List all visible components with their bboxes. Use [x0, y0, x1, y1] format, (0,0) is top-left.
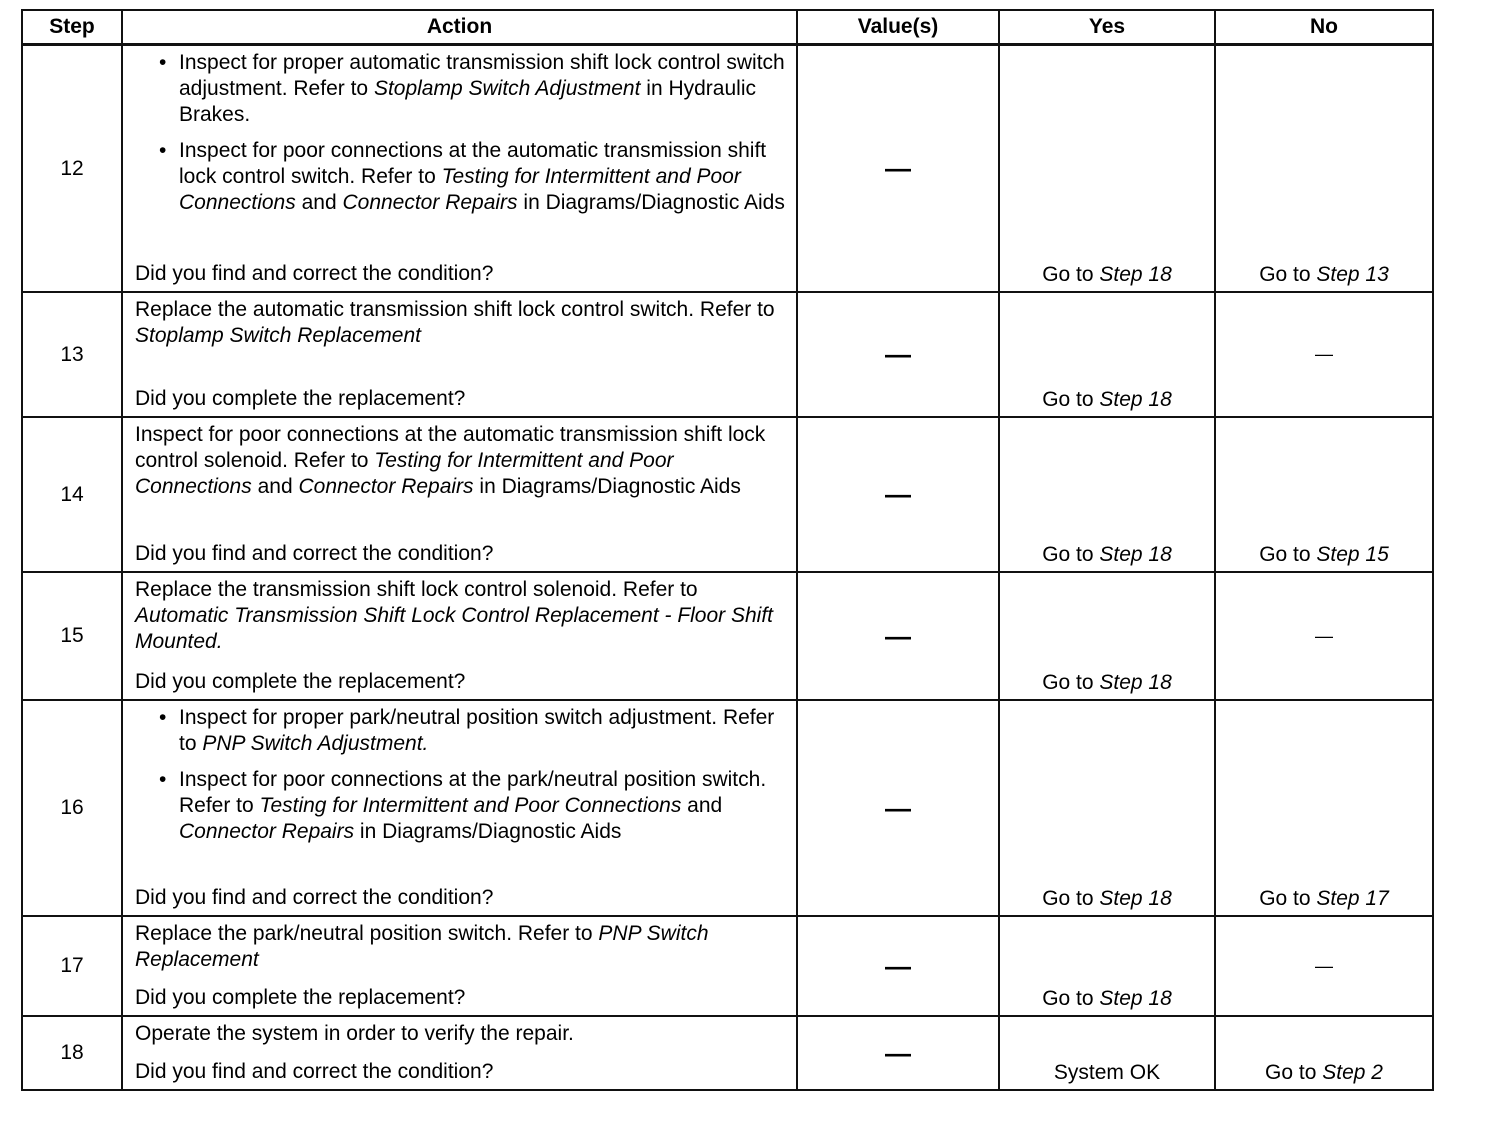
no-prefix: Go to — [1265, 1061, 1323, 1084]
action-cell — [122, 572, 797, 700]
header-action: Action — [122, 10, 797, 45]
action-text-part: Operate the system in order to verify the repair. — [135, 1022, 574, 1045]
reference-text: Connector Repairs — [298, 475, 474, 498]
yes-step-ref: Step 18 — [1099, 263, 1172, 286]
no-step-ref: Step 13 — [1316, 263, 1389, 286]
action-content — [123, 573, 796, 699]
step-number: 14 — [22, 417, 122, 572]
action-text-part: and — [681, 794, 723, 817]
yes-step-ref: Step 18 — [1099, 671, 1172, 694]
action-text-part: Replace the transmission shift lock control solenoid. Refer to — [135, 578, 698, 601]
no-goto — [1216, 543, 1432, 571]
header-yes: Yes — [999, 10, 1215, 45]
yes-prefix: Go to — [1042, 987, 1100, 1010]
yes-step-ref: Step 18 — [1099, 887, 1172, 910]
diagnostic-table — [21, 9, 1434, 1091]
no-dash: — — [1315, 955, 1333, 976]
action-content — [123, 1017, 796, 1089]
value-cell: — — [797, 45, 999, 293]
action-text-part: in Diagrams/Diagnostic Aids — [354, 820, 622, 843]
reference-text: Stoplamp Switch Replacement — [135, 324, 421, 347]
action-instructions — [135, 705, 788, 855]
step-number: 12 — [22, 45, 122, 293]
yes-prefix: Go to — [1042, 887, 1100, 910]
no-cell — [1215, 45, 1433, 293]
header-row — [22, 10, 1433, 45]
action-question: Did you find and correct the condition? — [135, 542, 494, 565]
yes-step-ref: Step 18 — [1099, 388, 1172, 411]
no-step-ref: Step 15 — [1316, 543, 1389, 566]
no-step-ref: Step 2 — [1322, 1061, 1383, 1084]
action-question: Did you find and correct the condition? — [135, 886, 494, 909]
header-values: Value(s) — [797, 10, 999, 45]
yes-cell — [999, 45, 1215, 293]
action-cell — [122, 1016, 797, 1090]
header-step: Step — [22, 10, 122, 45]
action-text-part: in Hydraulic Brakes. — [179, 77, 756, 126]
action-text-part: Inspect for poor connections at the automatic transmission shift lock control switch. Refer to — [179, 139, 767, 188]
action-text-part: Inspect for poor connections at the automatic transmission shift lock control solenoid. Refer to — [135, 423, 766, 472]
yes-cell — [999, 417, 1215, 572]
yes-goto — [1000, 543, 1214, 571]
no-prefix: Go to — [1259, 543, 1317, 566]
reference-text: PNP Switch Replacement — [135, 922, 709, 971]
action-cell — [122, 700, 797, 916]
no-prefix: Go to — [1259, 887, 1317, 910]
bullet-item — [179, 50, 788, 128]
reference-text: Connector Repairs — [179, 820, 355, 843]
no-goto — [1216, 263, 1432, 291]
yes-goto — [1000, 263, 1214, 291]
no-cell — [1215, 572, 1433, 700]
action-cell — [122, 292, 797, 417]
table-row — [22, 700, 1433, 916]
reference-text: Testing for Intermittent and Poor Connections — [135, 449, 674, 498]
step-number: 17 — [22, 916, 122, 1016]
bullet-list — [135, 705, 788, 845]
no-goto — [1216, 1061, 1432, 1089]
action-instructions — [135, 297, 788, 349]
action-text-part: Inspect for poor connections at the park/neutral position switch. Refer to — [179, 768, 767, 817]
step-number: 13 — [22, 292, 122, 417]
step-number: 18 — [22, 1016, 122, 1090]
yes-goto — [1000, 1061, 1214, 1089]
bullet-item — [179, 705, 788, 757]
yes-step-ref: Step 18 — [1099, 987, 1172, 1010]
table-row — [22, 1016, 1433, 1090]
reference-text: Testing for Intermittent and Poor Connections — [259, 794, 682, 817]
action-text-part: Replace the park/neutral position switch. Refer to — [135, 922, 599, 945]
reference-text: PNP Switch Adjustment. — [202, 732, 429, 755]
no-step-ref: Step 17 — [1316, 887, 1389, 910]
yes-prefix: Go to — [1042, 388, 1100, 411]
action-question: Did you find and correct the condition? — [135, 262, 494, 285]
value-cell: — — [797, 572, 999, 700]
action-text-part: in Diagrams/Diagnostic Aids — [473, 475, 741, 498]
yes-goto — [1000, 887, 1214, 915]
value-cell: — — [797, 417, 999, 572]
action-instructions — [135, 422, 788, 500]
no-prefix: Go to — [1259, 263, 1317, 286]
yes-prefix: Go to — [1042, 671, 1100, 694]
action-text-part: and — [295, 191, 343, 214]
value-cell: — — [797, 292, 999, 417]
action-question: Did you complete the replacement? — [135, 986, 466, 1009]
value-cell: — — [797, 700, 999, 916]
table-row — [22, 45, 1433, 293]
action-cell — [122, 45, 797, 293]
bullet-item — [179, 767, 788, 845]
action-instructions — [135, 577, 788, 655]
yes-prefix: Go to — [1042, 263, 1100, 286]
table-row — [22, 292, 1433, 417]
yes-prefix: System OK — [1053, 1061, 1161, 1084]
yes-cell — [999, 292, 1215, 417]
action-text-part: Inspect for proper park/neutral position switch adjustment. Refer to — [179, 706, 775, 755]
no-dash: — — [1315, 625, 1333, 646]
action-text-part: Replace the automatic transmission shift lock control switch. Refer to — [135, 298, 775, 321]
table-row — [22, 916, 1433, 1016]
reference-text: Connector Repairs — [342, 191, 518, 214]
action-text-part: and — [251, 475, 299, 498]
table-row — [22, 572, 1433, 700]
diagnostic-table-sheet — [21, 9, 1432, 1091]
action-content — [123, 917, 796, 1015]
reference-text: Automatic Transmission Shift Lock Control Replacement - Floor Shift Mounted. — [135, 604, 774, 653]
yes-goto — [1000, 671, 1214, 699]
yes-prefix: Go to — [1042, 543, 1100, 566]
action-question: Did you complete the replacement? — [135, 387, 466, 410]
bullet-item — [179, 138, 788, 216]
reference-text: Stoplamp Switch Adjustment — [373, 77, 641, 100]
action-content — [123, 293, 796, 416]
action-text-part: Inspect for proper automatic transmission shift lock control switch adjustment. Refer to — [179, 51, 785, 100]
action-question: Did you complete the replacement? — [135, 670, 466, 693]
no-cell — [1215, 1016, 1433, 1090]
table-row — [22, 417, 1433, 572]
yes-step-ref: Step 18 — [1099, 543, 1172, 566]
action-cell — [122, 417, 797, 572]
action-cell — [122, 916, 797, 1016]
action-instructions — [135, 50, 788, 226]
no-cell — [1215, 700, 1433, 916]
action-text-part: in Diagrams/Diagnostic Aids — [517, 191, 785, 214]
no-dash: — — [1315, 344, 1333, 364]
step-number: 16 — [22, 700, 122, 916]
header-no: No — [1215, 10, 1433, 45]
no-cell — [1215, 292, 1433, 417]
action-question: Did you find and correct the condition? — [135, 1060, 494, 1083]
action-content — [123, 701, 796, 915]
action-instructions — [135, 1021, 788, 1047]
yes-cell — [999, 572, 1215, 700]
value-cell: — — [797, 1016, 999, 1090]
no-goto — [1216, 887, 1432, 915]
action-content — [123, 418, 796, 571]
action-instructions — [135, 921, 788, 973]
action-content — [123, 46, 796, 291]
value-cell: — — [797, 916, 999, 1016]
yes-goto — [1000, 388, 1214, 416]
yes-cell — [999, 1016, 1215, 1090]
yes-cell — [999, 700, 1215, 916]
bullet-list — [135, 50, 788, 216]
no-cell — [1215, 916, 1433, 1016]
reference-text: Testing for Intermittent and Poor Connections — [179, 165, 741, 214]
no-cell — [1215, 417, 1433, 572]
yes-goto — [1000, 987, 1214, 1015]
step-number: 15 — [22, 572, 122, 700]
yes-cell — [999, 916, 1215, 1016]
table-body — [22, 45, 1433, 1091]
